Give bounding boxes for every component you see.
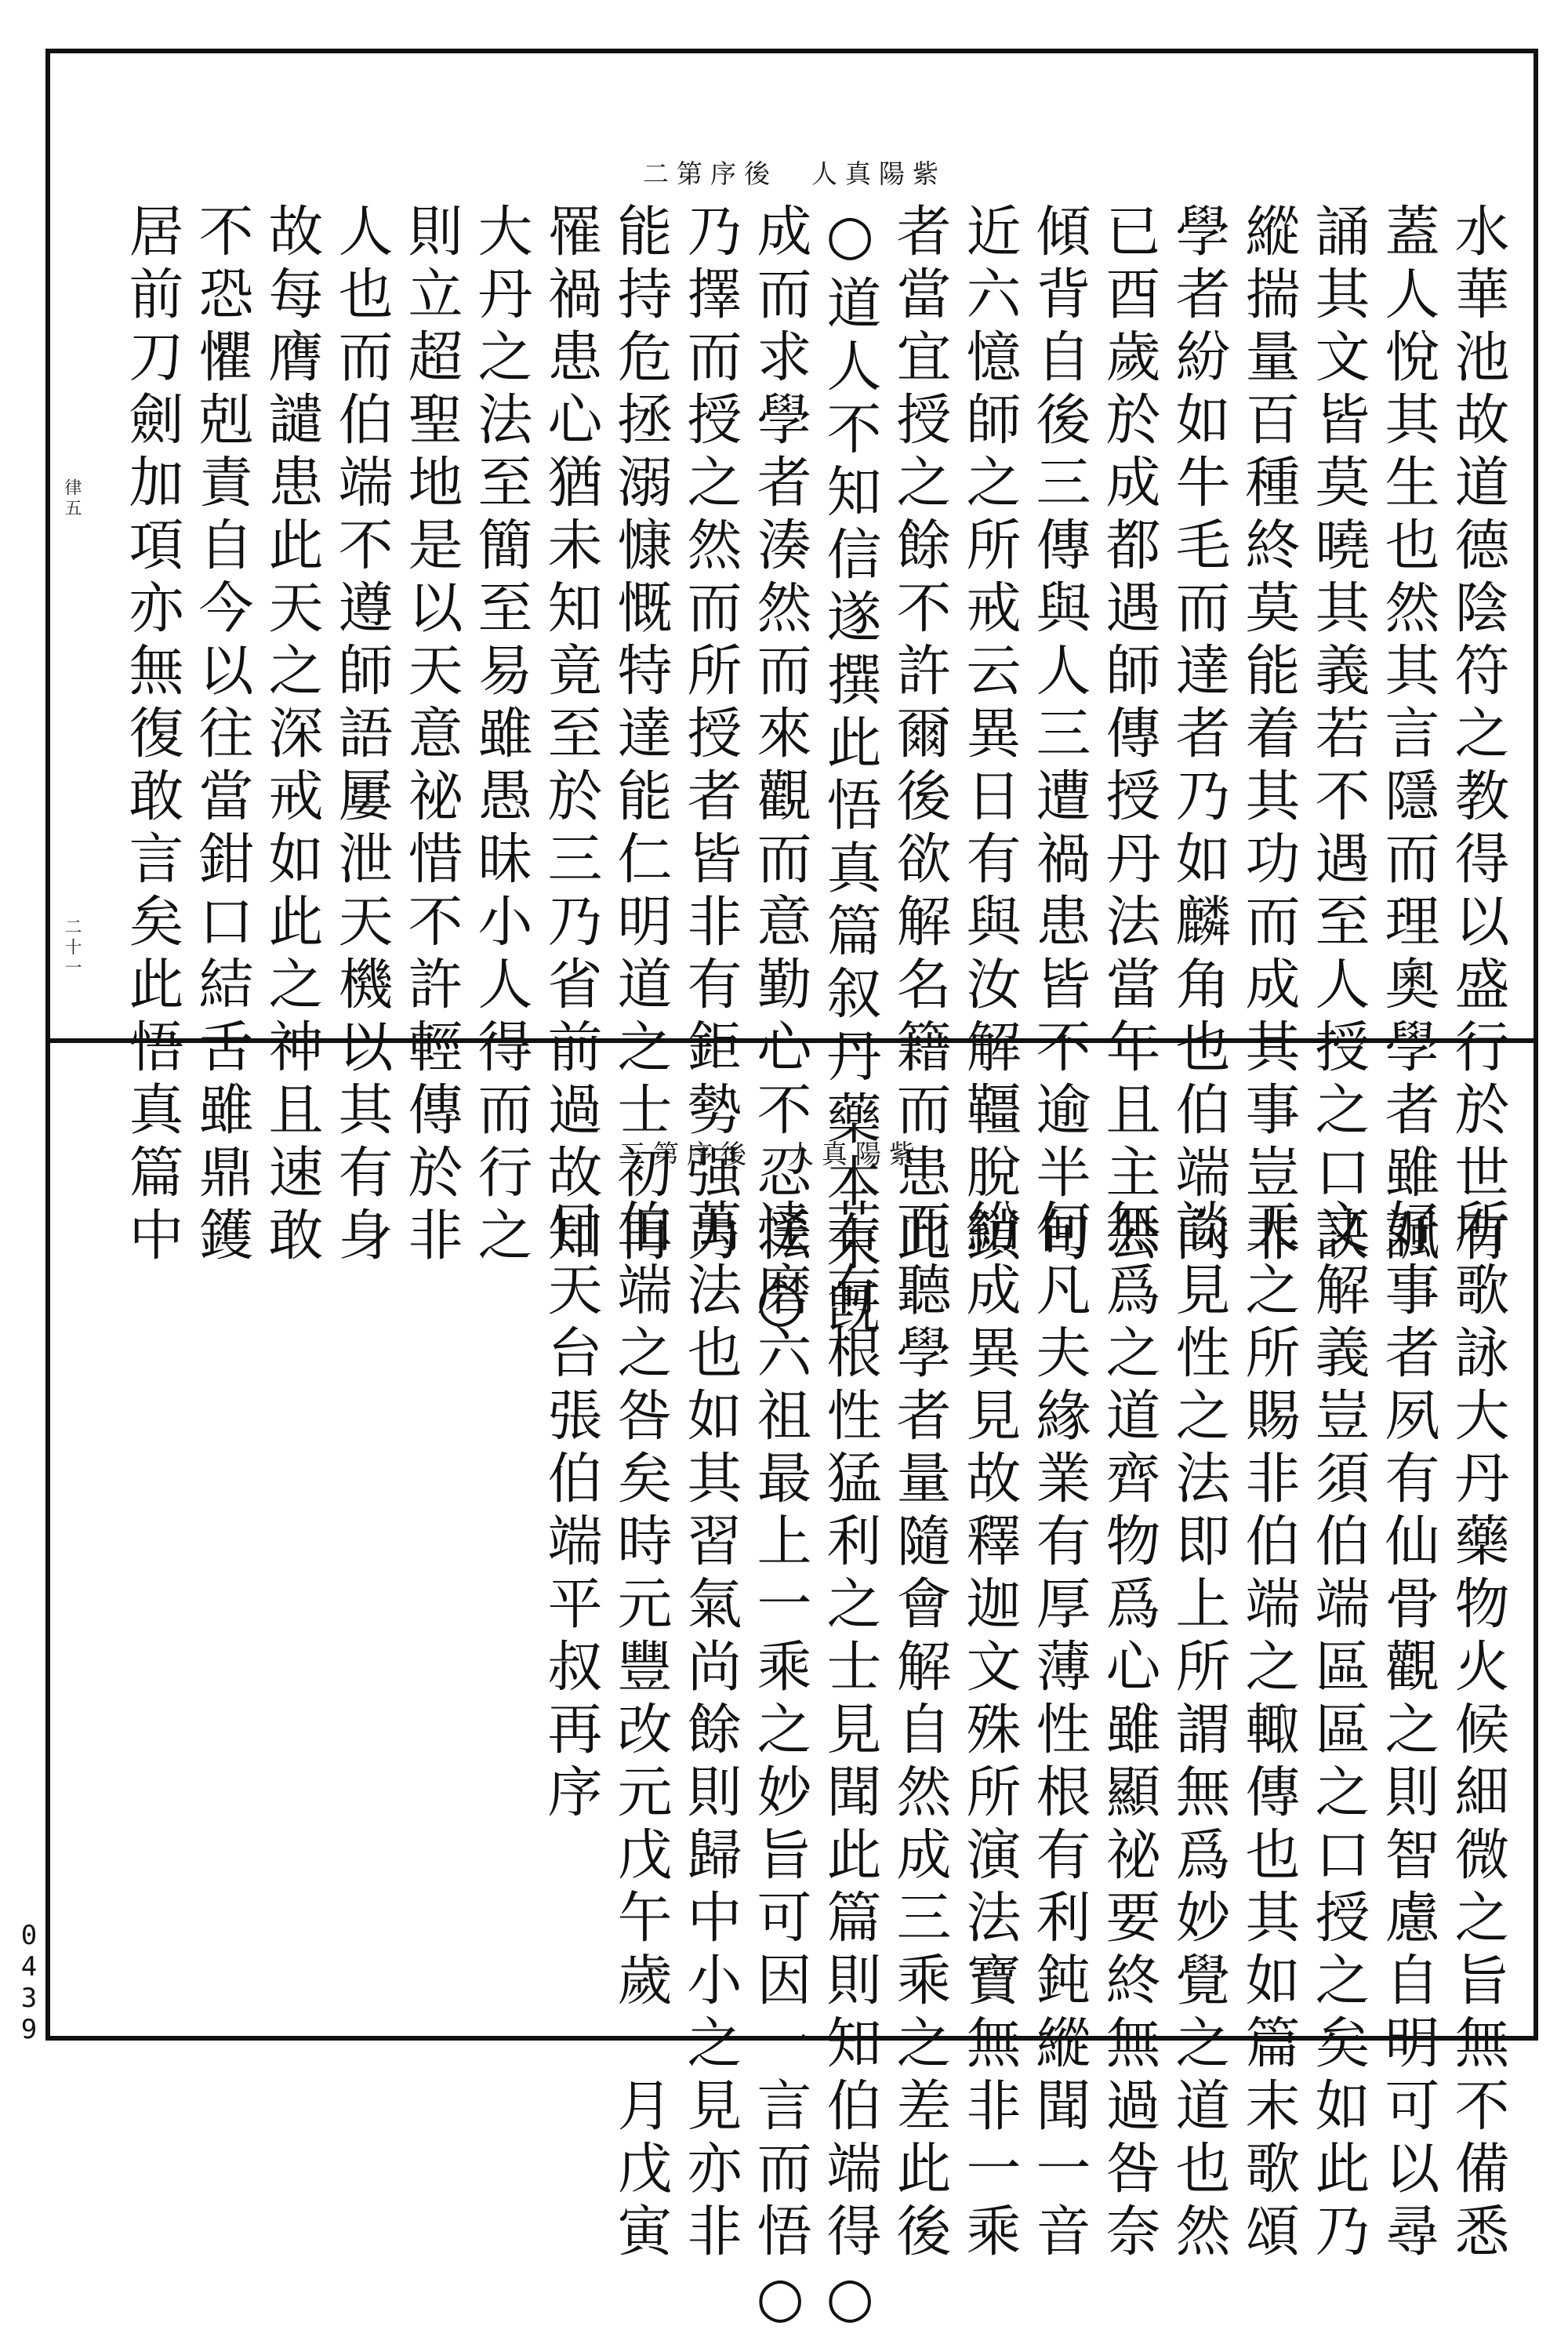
upper-col: 能持危拯溺慷慨特達能仁明道之士初再 <box>608 202 673 1269</box>
upper-col: 蓋人悅其生也然其言隱而理奧學者雖諷 <box>1376 202 1440 1269</box>
page-number: 0439 <box>20 1920 38 2045</box>
upper-col: 則立超聖地是以天意祕惜不許輕傳於非 <box>399 202 463 1269</box>
lower-col: 伯端之咎矣時元豐改元戊午歲 月戊寅 <box>608 1198 673 2265</box>
upper-col: 者當宜授之餘不許爾後欲解名籍而患此 <box>887 202 952 1269</box>
lower-col: 談見性之法即上所謂無爲妙覺之道也然 <box>1167 1198 1231 2265</box>
lower-col: 紛成異見故釋迦文殊所演法寶無非一乘 <box>957 1198 1022 2265</box>
upper-col: 故每膺譴患此天之深戒如此之神且速敢 <box>260 202 324 1269</box>
upper-col: 傾背自後三傳與人三遭禍患皆不逾半旬 <box>1027 202 1091 1269</box>
upper-margin-note-left: 律五 <box>62 478 82 519</box>
upper-col: 縱揣量百種終莫能着其功而成其事豈非 <box>1236 202 1301 1269</box>
upper-col: 不恐懼剋責自今以往當鉗口結舌雖鼎鑊 <box>190 202 254 1269</box>
upper-col: ○道人不知信遂撰此悟真篇叙丹藥本末旣 <box>818 202 882 1341</box>
lower-col: 天之所賜非伯端之輙傳也其如篇末歌頌 <box>1236 1198 1301 2265</box>
lower-col: 若有根性猛利之士見聞此篇則知伯端得○ <box>818 1198 882 2337</box>
upper-col: 成而求學者湊然而來觀而意勤心不忍恡○ <box>748 202 812 1341</box>
lower-col: 而聽學者量隨會解自然成三乘之差此後 <box>887 1198 952 2265</box>
lower-col: 好事者夙有仙骨觀之則智慮自明可以尋 <box>1376 1198 1440 2265</box>
upper-col: 近六憶師之所戒云異日有與汝解韁脫鎖 <box>957 202 1022 1269</box>
upper-margin-note-right: 二十一 <box>62 918 82 979</box>
upper-col: 罹禍患心猶未知竟至於三乃省前過故知 <box>539 202 603 1269</box>
upper-col: 居前刀劍加項亦無復敢言矣此悟真篇中 <box>120 202 184 1269</box>
upper-col: 學者紛如牛毛而達者乃如麟角也伯端向 <box>1167 202 1231 1269</box>
upper-col: 乃擇而授之然而所授者皆非有鉅勢强力 <box>678 202 742 1269</box>
upper-header: 二第序後 人真陽紫 <box>643 158 946 189</box>
lower-col: 日天台張伯端平叔再序 <box>539 1198 603 1826</box>
lower-col: 萬法也如其習氣尚餘則歸中小之見亦非 <box>678 1198 742 2265</box>
lower-col: 達磨六祖最上一乘之妙旨可因一言而悟○ <box>748 1198 812 2337</box>
lower-col: 無爲之道齊物爲心雖顯祕要終無過咎奈 <box>1097 1198 1161 2265</box>
upper-col: 已酉歲於成都遇師傳授丹法當年且主公 <box>1097 202 1161 1269</box>
upper-col: 大丹之法至簡至易雖愚昧小人得而行之 <box>469 202 533 1269</box>
upper-col: 人也而伯端不遵師語屢泄天機以其有身 <box>329 202 394 1269</box>
lower-col: 文解義豈須伯端區區之口授之矣如此乃 <box>1306 1198 1370 2265</box>
lower-header: 三第序後 人真陽紫 <box>619 1139 923 1169</box>
lower-col: 所歌詠大丹藥物火候細微之旨無不備悉 <box>1446 1198 1510 2265</box>
lower-col: 何凡夫緣業有厚薄性根有利鈍縱聞一音 <box>1027 1198 1091 2265</box>
upper-col: 水華池故道德陰符之教得以盛行於世有 <box>1446 202 1510 1269</box>
upper-col: 誦其文皆莫曉其義若不遇至人授之口訣 <box>1306 202 1370 1269</box>
